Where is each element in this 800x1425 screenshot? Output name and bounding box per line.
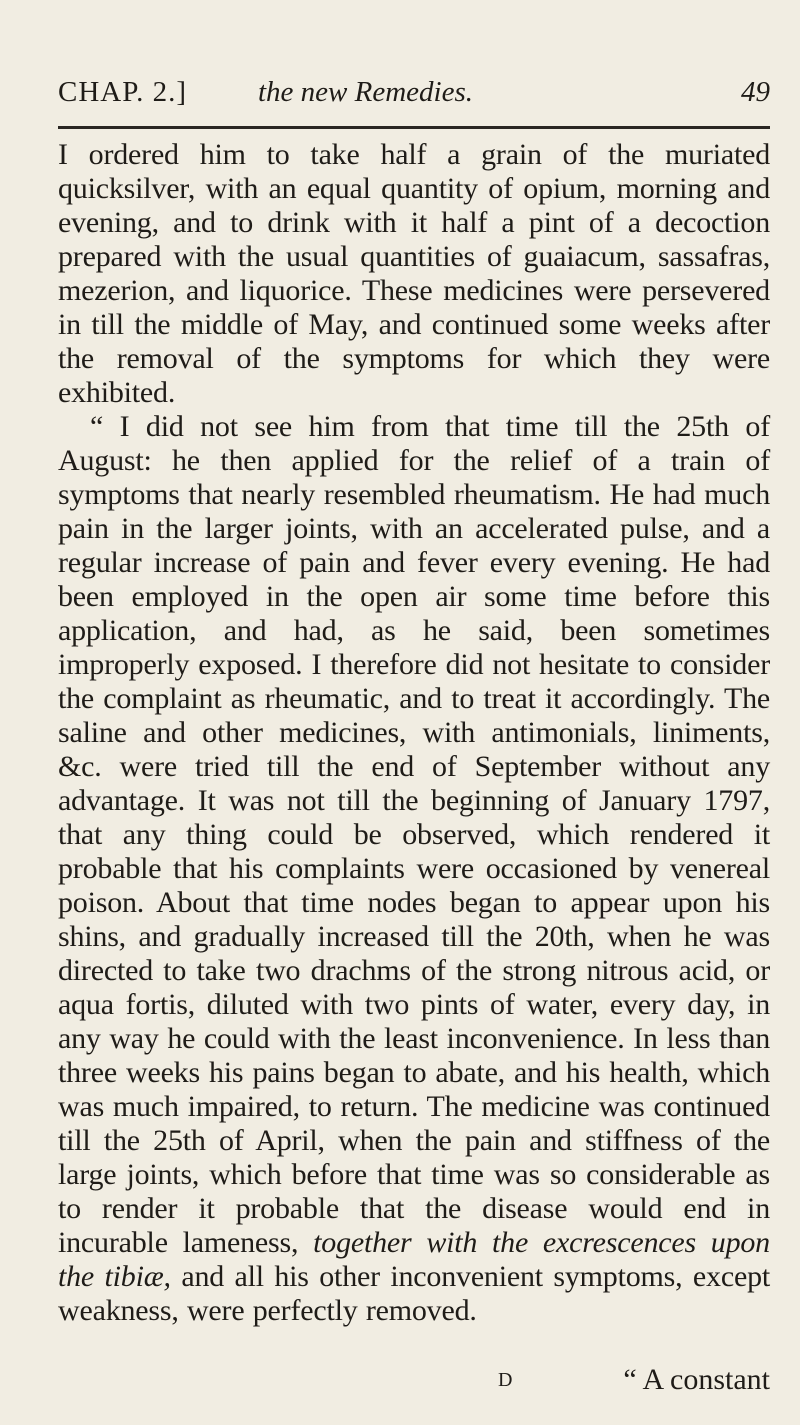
page-number: 49 — [741, 76, 770, 108]
running-title: the new Remedies. — [258, 76, 474, 108]
signature-mark: D — [498, 1369, 513, 1391]
paragraph-2-italic: together with the excrescences upon the tibiæ, — [58, 1226, 770, 1293]
paragraph-2-end: and all his other inconvenient symptoms, except weakness, were perfectly removed. — [58, 1260, 770, 1327]
header-rule — [58, 126, 770, 129]
running-head — [58, 72, 770, 112]
page-footer — [58, 1362, 770, 1398]
paragraph-2 — [58, 410, 770, 1328]
paragraph-1: I ordered him to take half a grain of the muriated quicksilver, with an equal quantity of opium, morning and evening, and to drink with it half a pint of a decoction prepared with the usual quantities of guaiacum, sassafras, mezerion, and liquorice. These medicines were persevered in till the middle of May, and continued some weeks after the removal of the symptoms for which they were exhibited. — [58, 138, 770, 409]
paragraph-2-main: “ I did not see him from that time till the 25th of August: he then applied for the relief of a train of symptoms that nearly resembled rheumatism. He had much pain in the larger joints, with an accelerated pulse, and a regular increase of pain and fever every evening. He had been employed in the open air some time before this application, and had, as he said, been sometimes improperly exposed. I therefore did not hesitate to consider the complaint as rheumatic, and to treat it accordingly. The saline and other medicines, with antimonials, liniments, &c. were tried till the end of September without any advantage. It was not till the beginning of January 1797, that any thing could be observed, which rendered it probable that his complaints were occasioned by venereal poison. About that time nodes began to appear upon his shins, and gradually increased till the 20th, when he was directed to take two drachms of the strong nitrous acid, or aqua fortis, diluted with two pints of water, every day, in any way he could with the least inconvenience. In less than three weeks his pains began to abate, and his health, which was much impaired, to return. The medicine was continued till the 25th of April, when the pain and stiffness of the large joints, which before that time was so considerable as to render it probable that the disease would end in incurable lameness, — [58, 410, 770, 1259]
chapter-label: CHAP. 2.] — [58, 76, 188, 108]
body-text — [58, 138, 770, 1328]
catchword: “ A constant — [623, 1363, 770, 1396]
